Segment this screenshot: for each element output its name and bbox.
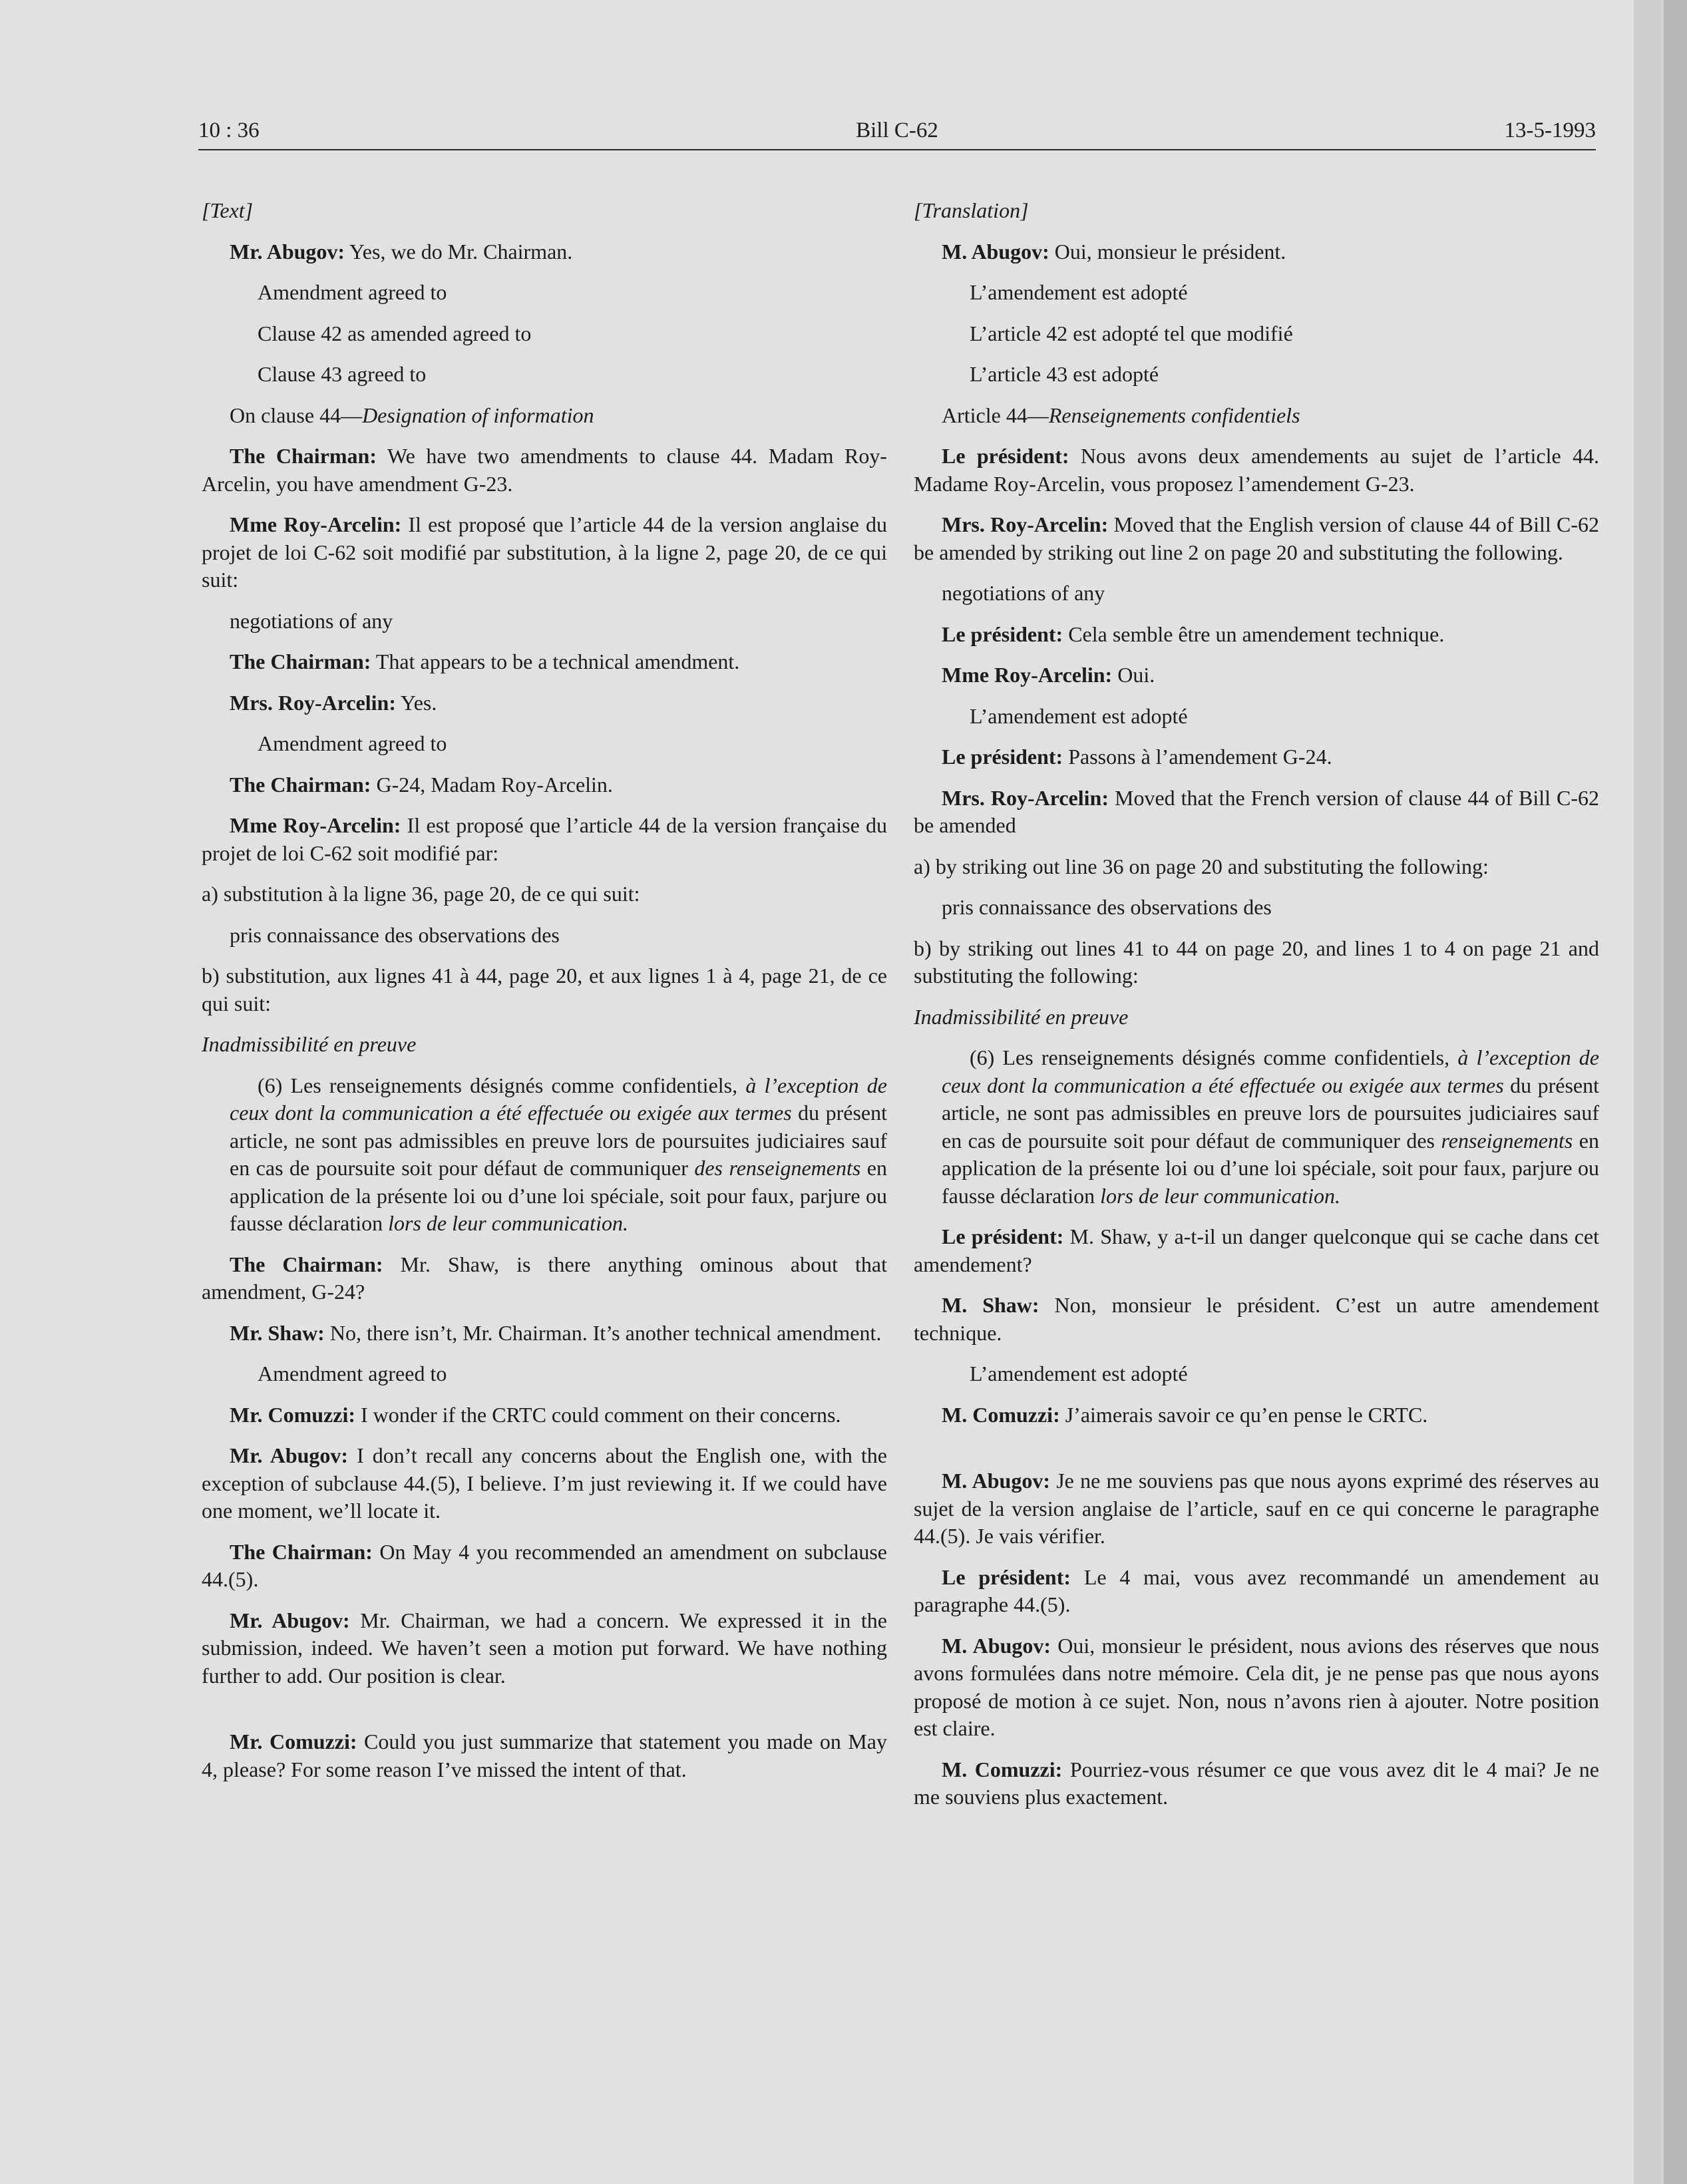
paragraph	[914, 443, 1599, 498]
speaker-name: M. Abugov:	[942, 239, 1049, 264]
speech-text: Non, monsieur le président. C’est un autre amendement technique.	[914, 1293, 1599, 1345]
paragraph	[202, 1251, 887, 1306]
motion-result: L’amendement est adopté	[970, 280, 1188, 304]
speech-text: Moved that the English version of clause 44 of Bill C-62 be amended by striking out line 2 on page 20 and substituting the following.	[914, 512, 1599, 564]
speech-text: Il est proposé que l’article 44 de la version française du projet de loi C-62 soit modifié par:	[202, 813, 888, 865]
speaker-name: Mr. Comuzzi:	[230, 1729, 357, 1753]
speech-text: Il est proposé que l’article 44 de la version anglaise du projet de loi C-62 soit modifié par substitution, à la ligne 2, page 20, de ce qui suit:	[202, 512, 888, 592]
speech-text: Cela semble être un amendement technique.	[1063, 622, 1445, 646]
speaker-name: M. Comuzzi:	[942, 1757, 1063, 1781]
speaker-name: M. Abugov:	[942, 1633, 1051, 1658]
paragraph	[914, 1401, 1599, 1429]
paragraph	[202, 511, 887, 594]
marginal-heading: Inadmissibilité en preuve	[914, 1004, 1129, 1029]
motion-result: L’amendement est adopté	[970, 1362, 1188, 1385]
speaker-name: Mr. Shaw:	[230, 1320, 325, 1345]
paragraph	[914, 1564, 1599, 1619]
section-tag: [Translation]	[914, 198, 1029, 222]
page-number: 10 : 36	[198, 118, 260, 142]
speech-text: Oui, monsieur le président.	[1049, 239, 1286, 264]
paragraph	[202, 1728, 887, 1783]
paragraph	[202, 1539, 887, 1594]
paragraph	[914, 238, 1599, 266]
paragraph	[914, 1467, 1599, 1550]
speech-text: M. Shaw, y a-t-il un danger quelconque qui se cache dans cet amendement?	[914, 1224, 1600, 1276]
quoted-text: pris connaissance des observations des	[230, 922, 560, 947]
paragraph	[202, 1607, 887, 1690]
speech-text: G-24, Madam Roy-Arcelin.	[371, 772, 613, 797]
paragraph	[202, 771, 887, 799]
speech-text: Yes, we do Mr. Chairman.	[345, 239, 573, 264]
speaker-name: Le président:	[942, 1224, 1064, 1248]
speaker-name: The Chairman:	[230, 1539, 373, 1564]
speaker-name: Le président:	[942, 622, 1063, 646]
amendment-item: a) by striking out line 36 on page 20 and substituting the following:	[914, 854, 1489, 878]
paragraph	[202, 1320, 887, 1348]
motion-result: Clause 42 as amended agreed to	[258, 321, 532, 345]
paragraph	[914, 743, 1599, 771]
speech-text: We have two amendments to clause 44. Madam Roy-Arcelin, you have amendment G-23.	[202, 444, 888, 496]
speaker-name: The Chairman:	[230, 444, 377, 468]
motion-result: Amendment agreed to	[258, 1362, 447, 1385]
speech-text: J’aimerais savoir ce qu’en pense le CRTC.	[1059, 1402, 1428, 1427]
spacer	[202, 1703, 887, 1728]
spacer	[914, 1442, 1599, 1467]
motion-result: L’article 42 est adopté tel que modifié	[970, 321, 1293, 345]
clause-heading: Article 44—Renseignements confidentiels	[942, 403, 1300, 427]
speaker-name: Mr. Abugov:	[230, 1443, 349, 1467]
quoted-subsection: (6) Les renseignements désignés comme confidentiels, à l’exception de ceux dont la communication a été effectuée ou exigée aux termes du présent article, ne sont pas admissibles en preuve lors de poursuites judiciaires sauf en cas de poursuite soit pour défaut de communiquer des renseignements en application de la présente loi ou d’une loi spéciale, soit pour faux, parjure ou fausse déclaration lors de leur communication.	[230, 1073, 888, 1235]
speech-text: Mr. Shaw, is there anything ominous about that amendment, G-24?	[202, 1252, 888, 1304]
speaker-name: Le président:	[942, 444, 1069, 468]
paragraph	[202, 812, 887, 867]
quoted-text: negotiations of any	[942, 581, 1105, 605]
speaker-name: Mrs. Roy-Arcelin:	[942, 785, 1109, 810]
speech-text: I wonder if the CRTC could comment on their concerns.	[355, 1402, 841, 1427]
paragraph	[202, 238, 887, 266]
paragraph	[202, 648, 887, 676]
speech-text: Moved that the French version of clause 44 of Bill C-62 be amended	[914, 785, 1600, 837]
speech-text: On May 4 you recommended an amendment on subclause 44.(5).	[202, 1539, 888, 1591]
right-column	[914, 197, 1599, 1825]
paragraph	[202, 689, 887, 717]
speech-text: Yes.	[396, 690, 437, 715]
speaker-name: The Chairman:	[230, 649, 371, 673]
speech-text: Mr. Chairman, we had a concern. We expressed it in the submission, indeed. We haven’t seen a motion put forward. We have nothing further to add. Our position is clear.	[202, 1608, 888, 1688]
speech-text: Je ne me souviens pas que nous ayons exprimé des réserves au sujet de la version anglaise de l’article, sauf en ce qui concerne le paragraphe 44.(5). Je vais vérifier.	[914, 1469, 1600, 1548]
paragraph	[914, 621, 1599, 649]
speaker-name: M. Comuzzi:	[942, 1402, 1060, 1427]
speaker-name: Mr. Comuzzi:	[230, 1402, 355, 1427]
paragraph	[202, 443, 887, 498]
marginal-heading: Inadmissibilité en preuve	[202, 1032, 417, 1056]
speaker-name: M. Shaw:	[942, 1293, 1039, 1317]
speaker-name: Mrs. Roy-Arcelin:	[230, 690, 396, 715]
speaker-name: The Chairman:	[230, 772, 371, 797]
speech-text: Le 4 mai, vous avez recommandé un amendement au paragraphe 44.(5).	[914, 1564, 1600, 1616]
header-rule	[198, 149, 1596, 150]
speech-text: Oui.	[1112, 663, 1155, 687]
quoted-subsection: (6) Les renseignements désignés comme confidentiels, à l’exception de ceux dont la communication a été effectuée ou exigée aux termes du présent article, ne sont pas admissibles en preuve lors de poursuites judiciaires sauf en cas de poursuite soit pour défaut de communiquer des renseignements en application de la présente loi ou d’une loi spéciale, soit pour faux, parjure ou fausse déclaration lors de leur communication.	[942, 1045, 1600, 1208]
amendment-item: b) by striking out lines 41 to 44 on page 20, and lines 1 to 4 on page 21 and substituting the following:	[914, 936, 1599, 988]
paragraph	[914, 785, 1599, 840]
speaker-name: Mr. Abugov:	[230, 239, 345, 264]
motion-result: Amendment agreed to	[258, 280, 447, 304]
paragraph	[202, 1401, 887, 1429]
speaker-name: The Chairman:	[230, 1252, 383, 1276]
speech-text: Pourriez-vous résumer ce que vous avez dit le 4 mai? Je ne me souviens plus exactement.	[914, 1757, 1599, 1809]
page-edge	[1664, 0, 1687, 2184]
speech-text: That appears to be a technical amendment.	[371, 649, 740, 673]
motion-result: Clause 43 agreed to	[258, 362, 427, 386]
speaker-name: Mrs. Roy-Arcelin:	[942, 512, 1109, 536]
paragraph	[914, 1756, 1599, 1811]
paragraph	[914, 1223, 1599, 1278]
speaker-name: M. Abugov:	[942, 1469, 1051, 1493]
page-date: 13-5-1993	[1504, 118, 1596, 142]
bill-title: Bill C-62	[856, 118, 938, 142]
speech-text: Could you just summarize that statement you made on May 4, please? For some reason I’ve missed the intent of that.	[202, 1729, 888, 1781]
section-tag: [Text]	[202, 198, 254, 222]
paragraph	[914, 511, 1599, 566]
paragraph	[914, 661, 1599, 689]
speech-text: Passons à l’amendement G-24.	[1063, 745, 1332, 769]
motion-result: L’article 43 est adopté	[970, 362, 1159, 386]
clause-heading: On clause 44—Designation of information	[230, 403, 594, 427]
speaker-name: Le président:	[942, 745, 1063, 769]
amendment-item: a) substitution à la ligne 36, page 20, de ce qui suit:	[202, 882, 640, 906]
left-column	[202, 197, 887, 1797]
quoted-text: pris connaissance des observations des	[942, 895, 1272, 919]
paragraph	[914, 1292, 1599, 1347]
speaker-name: Mme Roy-Arcelin:	[230, 512, 402, 536]
speech-text: No, there isn’t, Mr. Chairman. It’s another technical amendment.	[324, 1320, 882, 1345]
speech-text: I don’t recall any concerns about the English one, with the exception of subclause 44.(5), I believe. I’m just reviewing it. If we could have one moment, we’ll locate it.	[202, 1443, 887, 1523]
page-header	[198, 118, 1596, 152]
motion-result: L’amendement est adopté	[970, 703, 1188, 728]
speaker-name: Mr. Abugov:	[230, 1608, 350, 1632]
speech-text: Nous avons deux amendements au sujet de l’article 44. Madame Roy-Arcelin, vous proposez l’amendement G-23.	[914, 444, 1600, 496]
paragraph	[202, 1442, 887, 1525]
speech-text: Oui, monsieur le président, nous avions des réserves que nous avons formulées dans notre mémoire. Cela dit, je ne pense pas que nous ayons proposé de motion à ce sujet. Non, nous n’avons rien à ajouter. Notre position est claire.	[914, 1633, 1599, 1740]
page-spine	[1634, 0, 1664, 2184]
quoted-text: negotiations of any	[230, 608, 393, 633]
amendment-item: b) substitution, aux lignes 41 à 44, page 20, et aux lignes 1 à 4, page 21, de ce qui suit:	[202, 964, 887, 1015]
motion-result: Amendment agreed to	[258, 731, 447, 755]
speaker-name: Le président:	[942, 1564, 1071, 1589]
speaker-name: Mme Roy-Arcelin:	[942, 663, 1113, 687]
paragraph	[914, 1632, 1599, 1743]
speaker-name: Mme Roy-Arcelin:	[230, 813, 401, 837]
